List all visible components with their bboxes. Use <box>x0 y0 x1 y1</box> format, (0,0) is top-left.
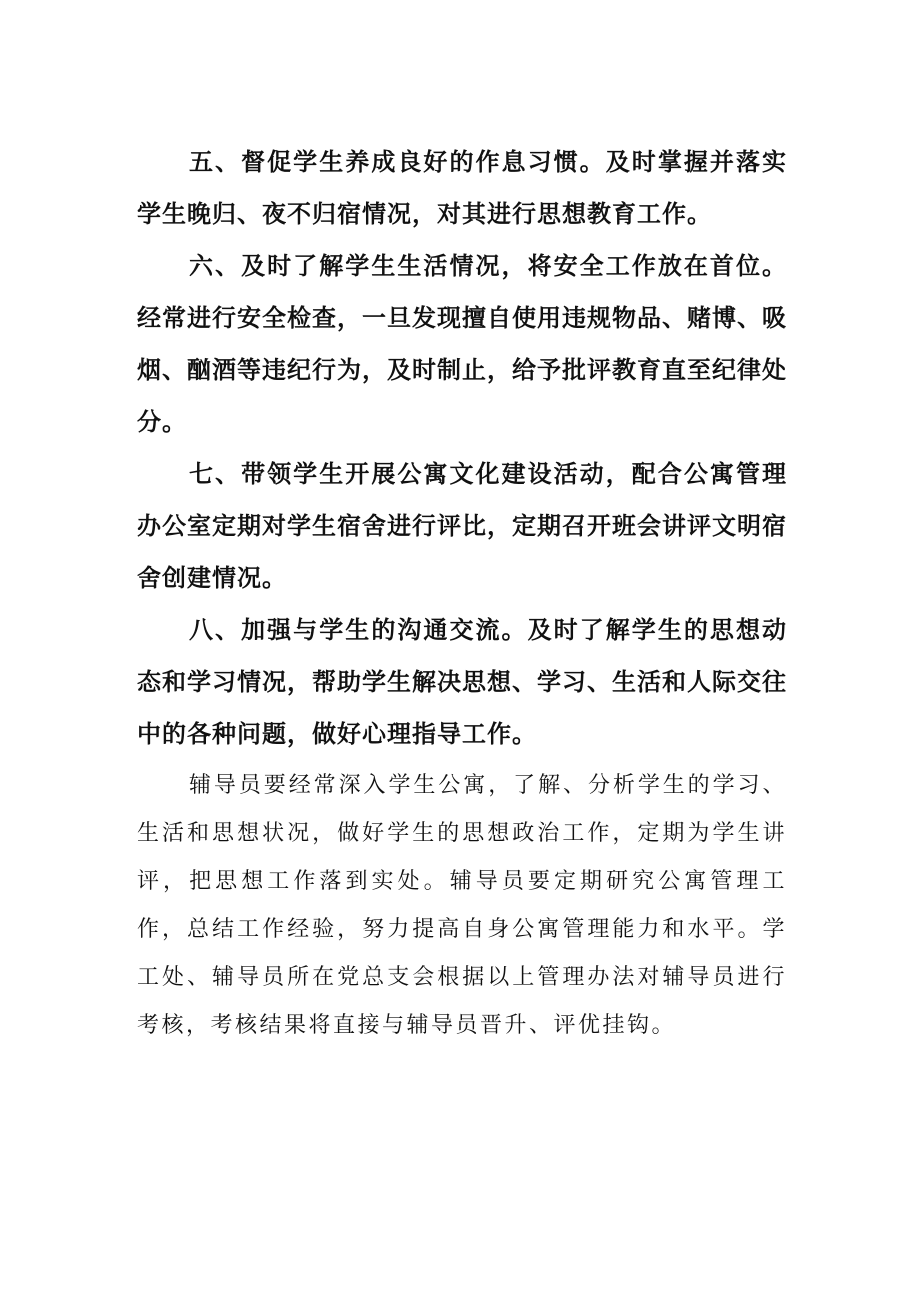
paragraph-item-5: 五、督促学生养成良好的作息习惯。及时掌握并落实学生晚归、夜不归宿情况，对其进行思想教育工作。 <box>137 148 787 228</box>
paragraph-item-7: 七、带领学生开展公寓文化建设活动，配合公寓管理办公室定期对学生宿舍进行评比，定期召开班会讲评文明宿舍创建情况。 <box>137 460 787 592</box>
paragraph-item-6: 六、及时了解学生生活情况，将安全工作放在首位。经常进行安全检查，一旦发现擅自使用违规物品、赌博、吸烟、酗酒等违纪行为，及时制止，给予批评教育直至纪律处分。 <box>137 252 787 436</box>
paragraph-item-8: 八、加强与学生的沟通交流。及时了解学生的思想动态和学习情况，帮助学生解决思想、学习、生活和人际交往中的各种问题，做好心理指导工作。 <box>137 616 787 748</box>
document-body <box>137 136 787 1050</box>
paragraph-summary: 辅导员要经常深入学生公寓，了解、分析学生的学习、生活和思想状况，做好学生的思想政治工作，定期为学生讲评，把思想工作落到实处。辅导员要定期研究公寓管理工作，总结工作经验，努力提高自身公寓管理能力和水平。学工处、辅导员所在党总支会根据以上管理办法对辅导员进行考核，考核结果将直接与辅导员晋升、评优挂钩。 <box>137 773 787 1038</box>
